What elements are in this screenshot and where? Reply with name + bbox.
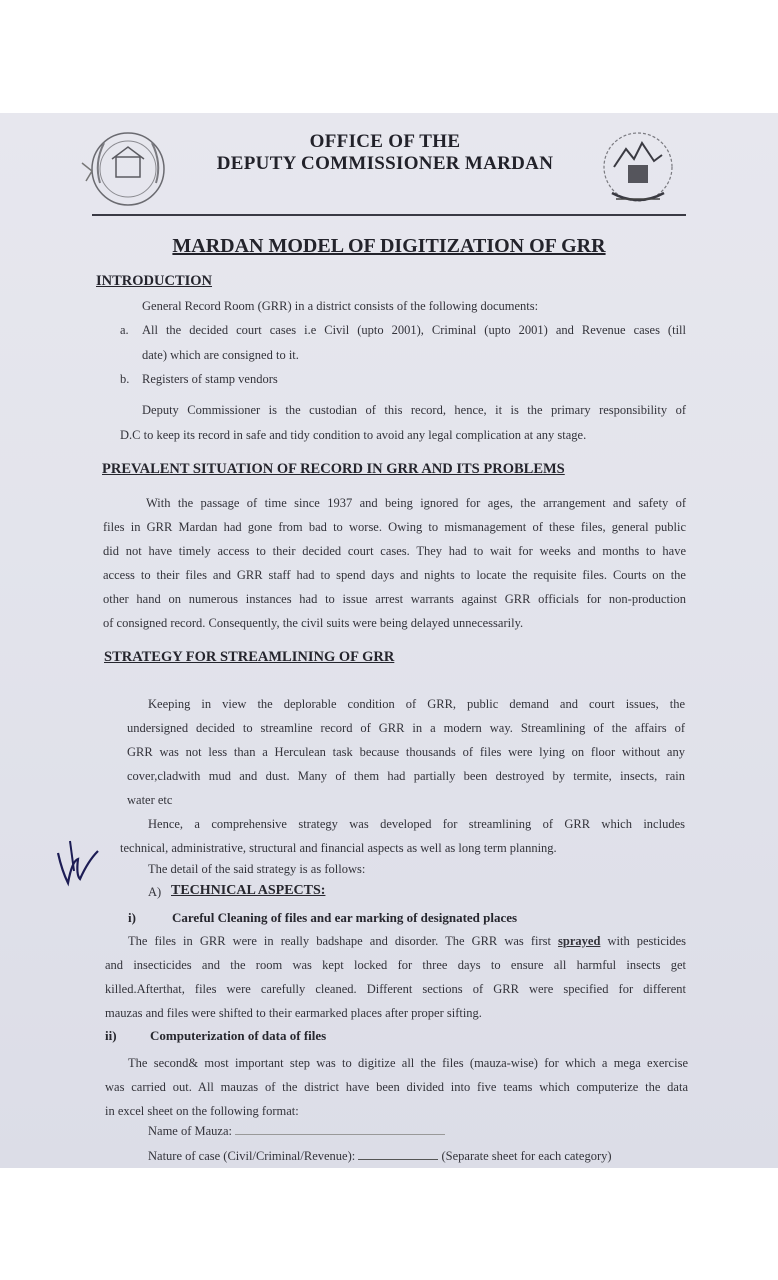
prevalent-line: of consigned record. Consequently, the civil suits were being delayed unnecessarily. <box>103 616 524 630</box>
item-a-line-1: All the decided court cases i.e Civil (upto 2001), Criminal (upto 2001) and Revenue cases (till <box>142 323 686 337</box>
intro-lead: General Record Room (GRR) in a district consists of the following documents: <box>142 299 539 313</box>
introduction-heading: INTRODUCTION <box>96 273 213 289</box>
item-i-line-1-post: with pesticides <box>607 934 687 948</box>
item-i-marker: i) <box>128 910 136 925</box>
field-mauza-blank <box>235 1124 445 1135</box>
strategy-para2-line: Hence, a comprehensive strategy was developed for streamlining of GRR which includes <box>148 817 685 831</box>
strategy-heading: STRATEGY FOR STREAMLINING OF GRR <box>104 649 395 665</box>
item-ii-marker: ii) <box>105 1028 117 1043</box>
field-nature-note: (Separate sheet for each category) <box>441 1149 612 1163</box>
office-line-2: DEPUTY COMMISSIONER MARDAN <box>216 153 554 174</box>
strategy-para2-line: technical, administrative, structural and financial aspects as well as long term planning. <box>120 841 557 855</box>
section-a-marker: A) <box>148 885 162 899</box>
item-i-line: and insecticides and the room was kept locked for three days to ensure all harmful insects get <box>105 958 686 972</box>
document-page <box>0 113 778 1168</box>
item-ii-line: was carried out. All mauzas of the district have been divided into five teams which computerize the data <box>105 1080 688 1094</box>
item-ii-line: The second& most important step was to digitize all the files (mauza-wise) for which a mega exercise <box>128 1056 688 1070</box>
item-i-title: Careful Cleaning of files and ear marking of designated places <box>172 910 518 925</box>
strategy-para1-line: cover,cladwith mud and dust. Many of them had partially been destroyed by termite, insects, rain <box>127 769 685 783</box>
prevalent-line: did not have timely access to their decided court cases. They had to wait for weeks and months to have <box>103 544 686 558</box>
prevalent-line: access to their files and GRR staff had to spend days and nights to locate the requisite files. Courts on the <box>103 568 686 582</box>
sprayed-word: sprayed <box>558 934 601 948</box>
field-mauza-label: Name of Mauza: <box>148 1124 232 1138</box>
header-rule <box>92 214 686 216</box>
prevalent-heading: PREVALENT SITUATION OF RECORD IN GRR AND ITS PROBLEMS <box>102 461 565 477</box>
item-i-line: killed.Afterthat, files were carefully cleaned. Different sections of GRR were specified for different <box>105 982 686 996</box>
document-title: MARDAN MODEL OF DIGITIZATION OF GRR <box>172 235 606 257</box>
item-ii-line: in excel sheet on the following format: <box>105 1104 299 1118</box>
field-nature-blank <box>358 1149 438 1160</box>
item-i-line: mauzas and files were shifted to their earmarked places after proper sifting. <box>105 1006 482 1020</box>
strategy-para1-line: GRR was not less than a Herculean task because thousands of files were lying on floor without any <box>127 745 685 759</box>
strategy-detail: The detail of the said strategy is as follows: <box>148 862 366 876</box>
prevalent-line: With the passage of time since 1937 and being ignored for ages, the arrangement and safety of <box>146 496 686 510</box>
office-line-1: OFFICE OF THE <box>309 131 461 152</box>
office-header <box>170 131 600 175</box>
strategy-para1-line: undersigned decided to streamline record of GRR in a modern way. Streamlining of the affairs of <box>127 721 685 735</box>
item-a-marker: a. <box>120 323 129 337</box>
emblem-left-icon <box>78 123 172 215</box>
field-nature <box>148 1149 612 1164</box>
prevalent-line: other hand on numerous instances had to issue arrest warrants against GRR officials for non-production <box>103 592 686 606</box>
intro-para-line-2: D.C to keep its record in safe and tidy condition to avoid any legal complication at any stage. <box>120 428 587 442</box>
strategy-para1-line: water etc <box>127 793 173 807</box>
intro-para-line-1: Deputy Commissioner is the custodian of this record, hence, it is the primary responsibility of <box>142 403 686 417</box>
item-i-line-1 <box>128 934 686 949</box>
field-nature-label: Nature of case (Civil/Criminal/Revenue): <box>148 1149 356 1163</box>
field-mauza <box>148 1124 445 1139</box>
item-b-text: Registers of stamp vendors <box>142 372 278 386</box>
prevalent-line: files in GRR Mardan had gone from bad to worse. Owing to mismanagement of these files, general public <box>103 520 686 534</box>
item-ii-title: Computerization of data of files <box>150 1028 327 1043</box>
section-a-heading: TECHNICAL ASPECTS: <box>171 883 326 898</box>
emblem-right-icon <box>596 127 680 215</box>
item-a-line-2: date) which are consigned to it. <box>142 348 299 362</box>
signature-mark-icon <box>52 831 102 891</box>
strategy-para1-line: Keeping in view the deplorable condition of GRR, public demand and court issues, the <box>148 697 685 711</box>
item-i-line-1-pre: The files in GRR were in really badshape and disorder. The GRR was first <box>128 934 551 948</box>
item-b-marker: b. <box>120 372 130 386</box>
